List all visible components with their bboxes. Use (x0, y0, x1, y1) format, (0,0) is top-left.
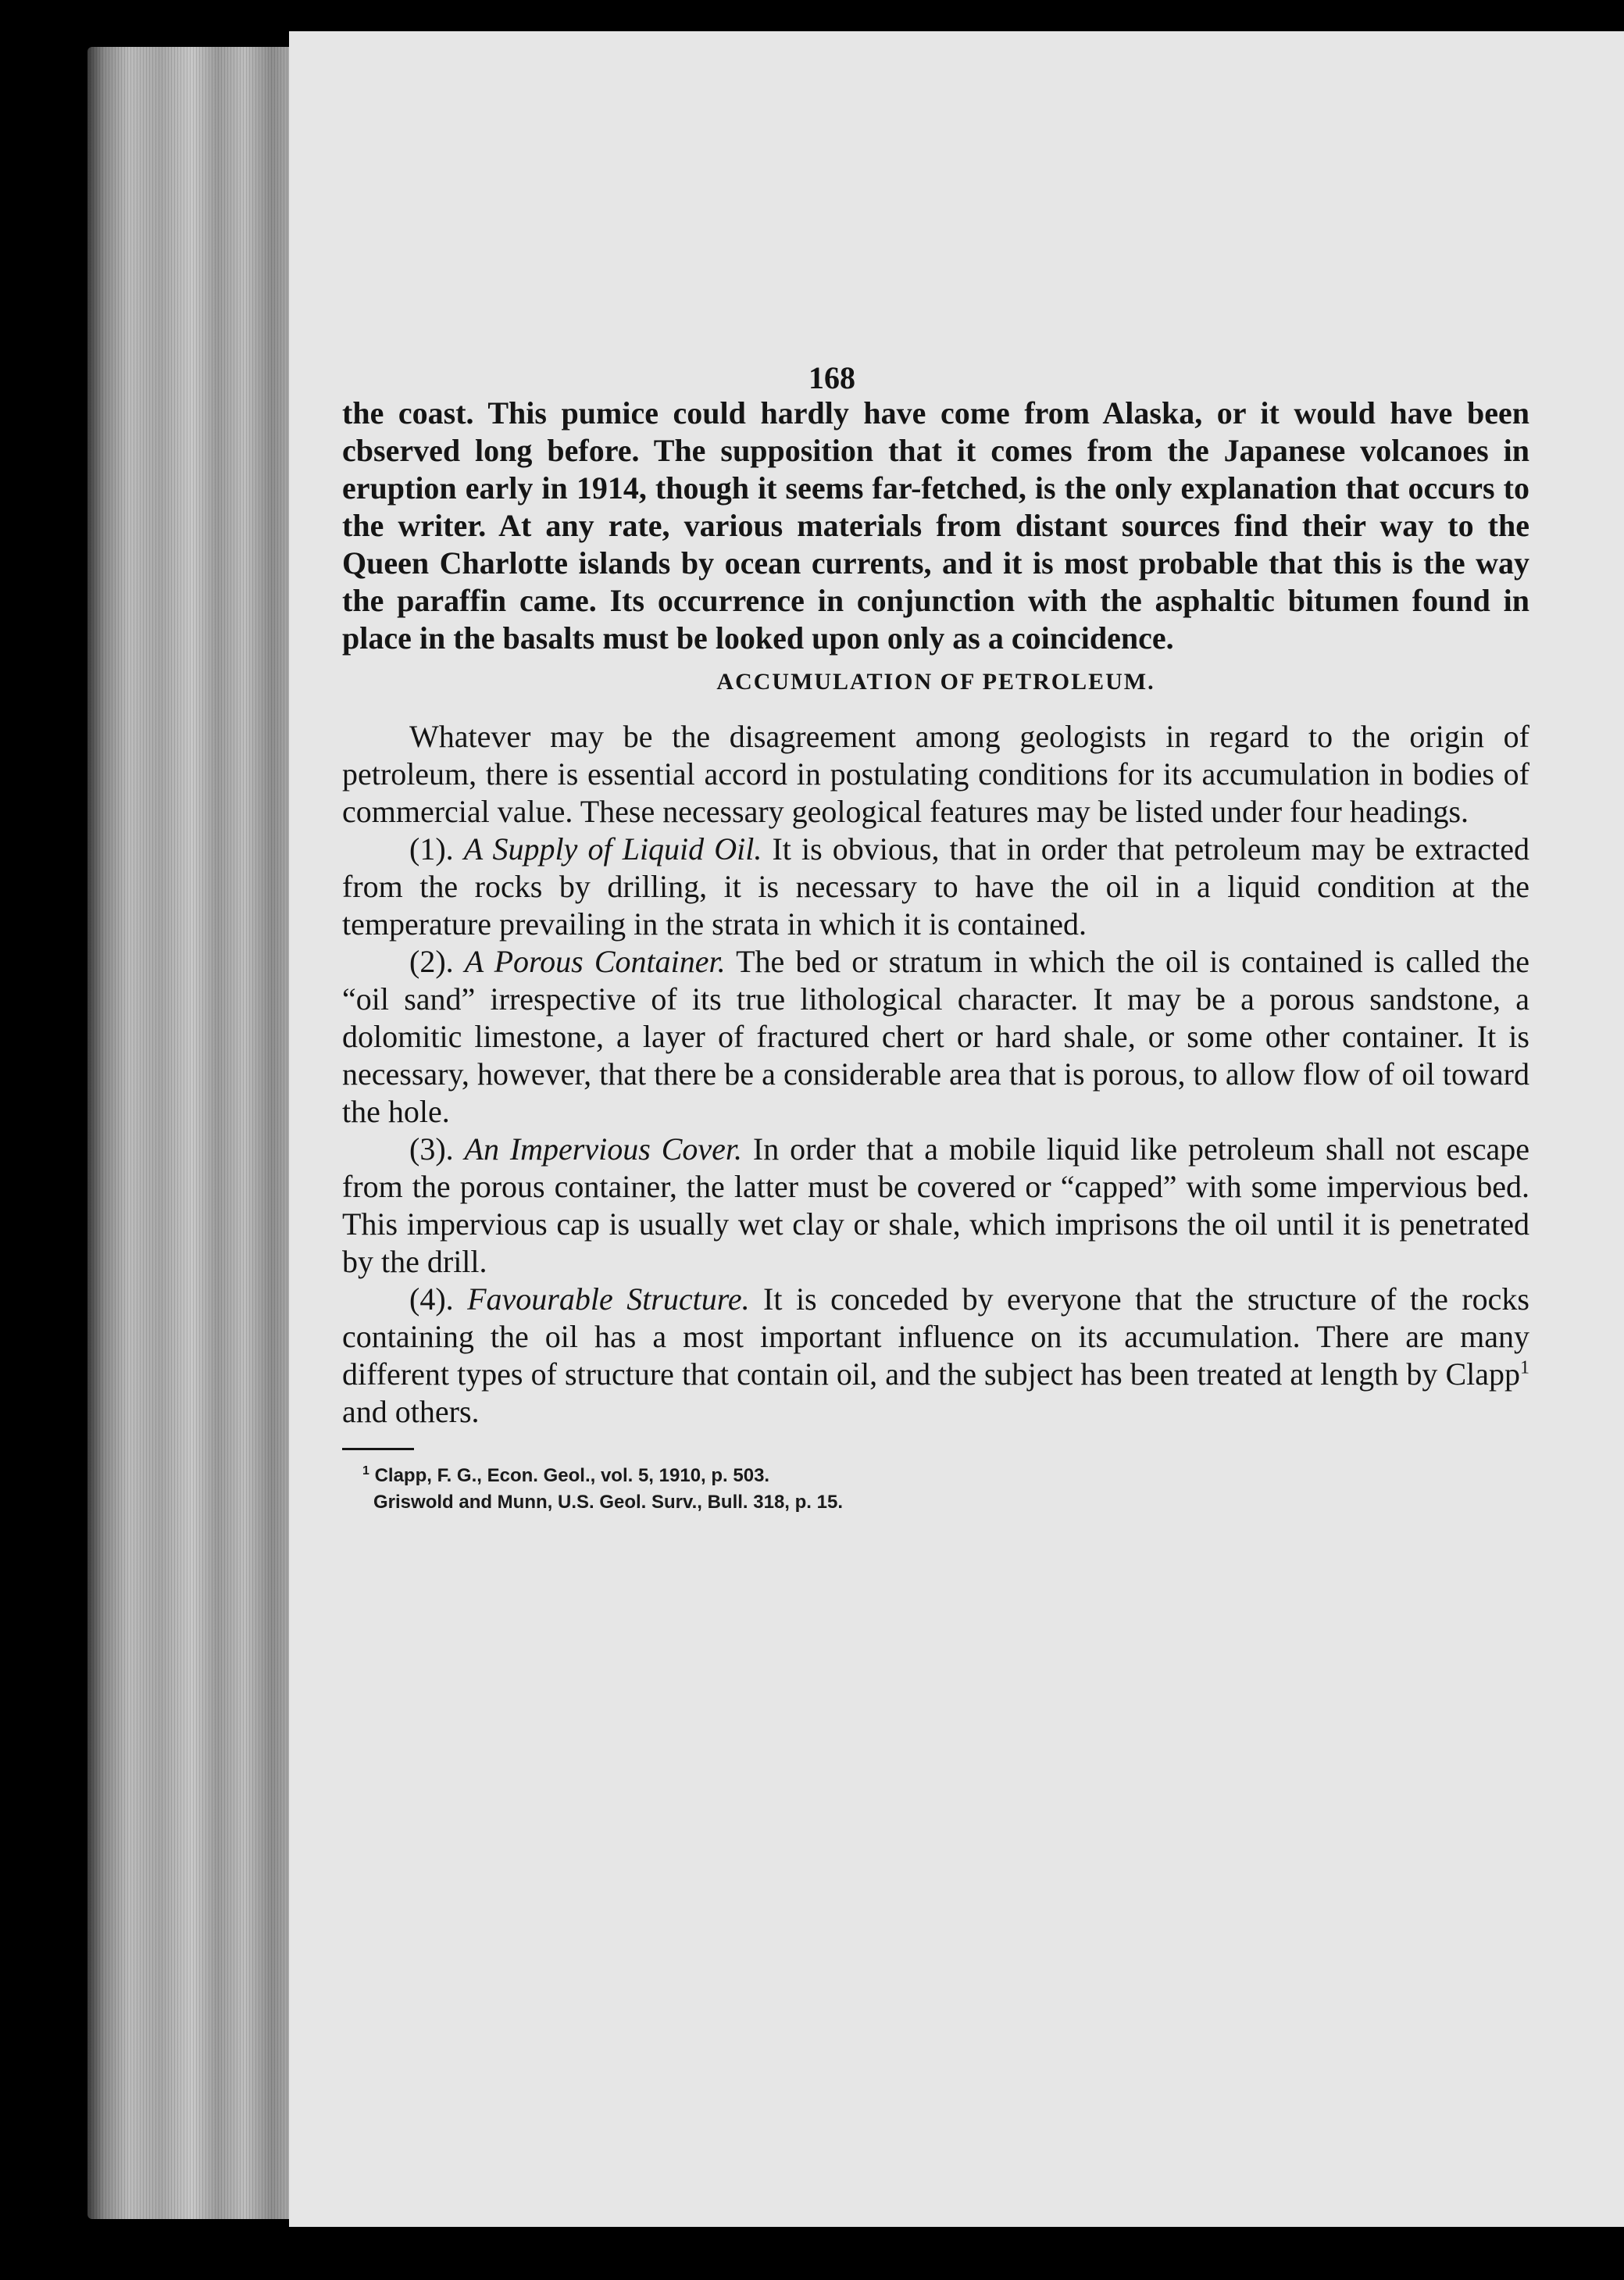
list-item-3 (342, 1131, 1529, 1281)
item-text: It is obvious, that in order that petroleum may be extracted from the rocks by drilling, it is necessary to have the oil in a liquid condition at the temperature prevailing in the strata in which it is contained. (342, 831, 1529, 942)
list-item-1 (342, 831, 1529, 943)
item-text: It is conceded by everyone that the structure of the rocks containing the oil has a most important influence on its accumulation. There are many different types of structure that contain oil, and the subject has been treated at length by Clapp (342, 1281, 1530, 1392)
item-text-tail: and others. (342, 1394, 480, 1429)
body-text (342, 395, 1529, 1516)
item-number: (4). (409, 1281, 454, 1317)
footnote-text: Clapp, F. G., Econ. Geol., vol. 5, 1910, p. 503. (374, 1465, 770, 1486)
footnotes (342, 1458, 1529, 1516)
item-title: Favourable Structure. (467, 1281, 750, 1317)
item-number: (2). (409, 944, 454, 979)
section-heading: ACCUMULATION OF PETROLEUM. (716, 669, 1155, 695)
item-title: A Porous Container. (464, 944, 726, 979)
item-title: A Supply of Liquid Oil. (463, 831, 762, 867)
page-number: 168 (808, 360, 855, 395)
item-number: (3). (409, 1131, 454, 1167)
list-item-2 (342, 943, 1529, 1131)
paragraph-pumice: the coast. This pumice could hardly have come from Alaska, or it would have been cbserved long before. The supposition that it comes from the Japanese volcanoes in eruption early in 1914, though it seems far-fetched, is the only explanation that occurs to the writer. At any rate, various materials from distant sources find their way to the Queen Charlotte islands by ocean currents, and it is most probable that this is the way the paraffin came. Its occurrence in conjunction with the asphaltic bitumen found in place in the basalts must be looked upon only as a coincidence. (342, 395, 1529, 656)
item-number: (1). (409, 831, 454, 867)
footnote-reference: 1 (1520, 1357, 1529, 1378)
paragraph-intro: Whatever may be the disagreement among geologists in regard to the origin of petroleum, there is essential accord in postulating conditions for its accumulation in bodies of commercial value. These necessary geological features may be listed under four headings. (342, 719, 1529, 829)
footnote-2: Griswold and Munn, U.S. Geol. Surv., Bull. 318, p. 15. (373, 1492, 843, 1513)
book-spine-edge (87, 47, 297, 2219)
footnote-divider (342, 1448, 414, 1450)
list-item-4 (342, 1281, 1529, 1431)
footnote-mark: 1 (362, 1464, 369, 1478)
item-text: The bed or stratum in which the oil is contained is called the “oil sand” irrespective of its true lithological character. It may be a porous sandstone, a dolomitic limestone, a layer of fractured chert or hard shale, or some other container. It is necessary, however, that there be a considerable area that is porous, to allow flow of oil toward the hole. (342, 944, 1530, 1129)
item-text: In order that a mobile liquid like petroleum shall not escape from the porous container, the latter must be covered or “capped” with some impervious bed. This impervious cap is usually wet clay or shale, which imprisons the oil until it is penetrated by the drill. (342, 1131, 1530, 1279)
footnote-1 (362, 1458, 1529, 1489)
item-title: An Impervious Cover. (464, 1131, 743, 1167)
